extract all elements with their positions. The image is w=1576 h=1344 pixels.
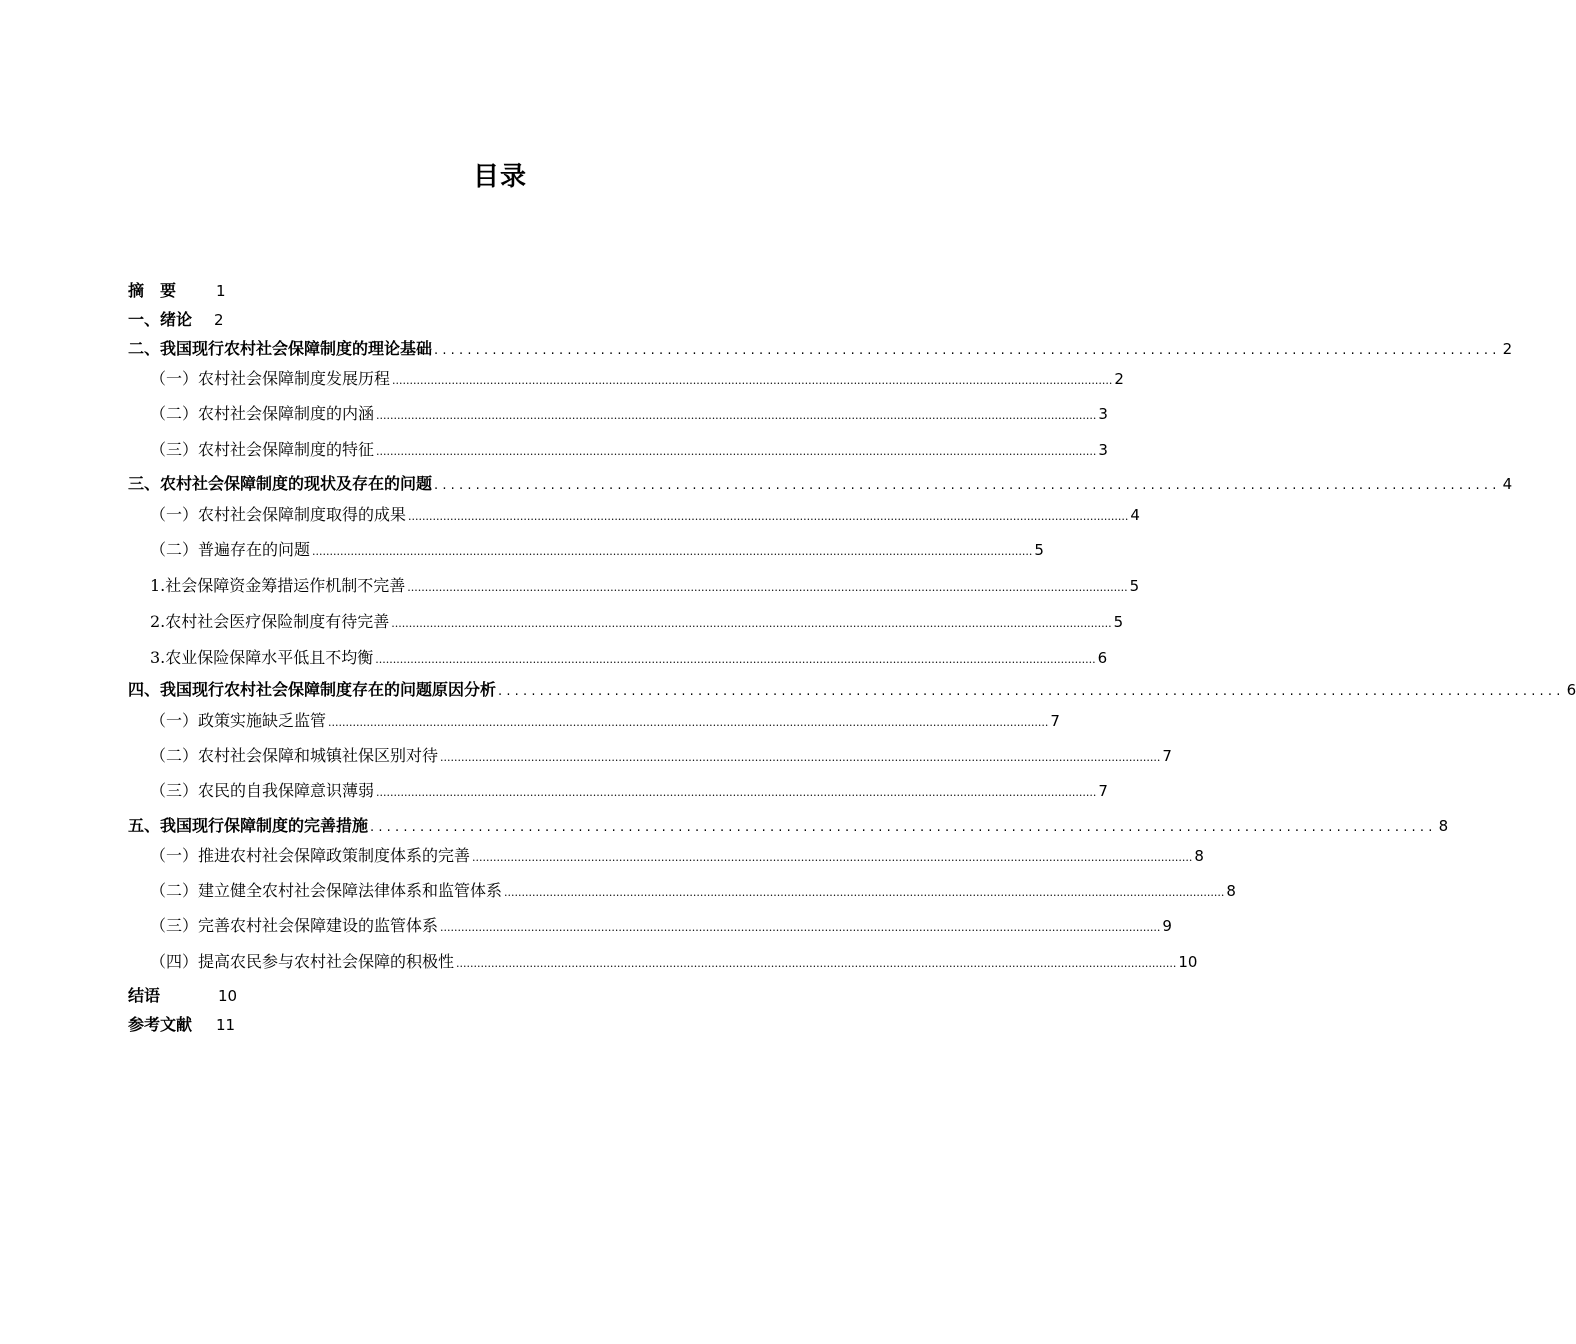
toc-entry-page: 5 — [1113, 613, 1124, 631]
toc-entry-page: 4 — [1502, 475, 1513, 493]
toc-entry-page: 10 — [218, 987, 238, 1005]
toc-entry-page: 2 — [214, 311, 224, 329]
toc-entry-page: 5 — [1129, 577, 1140, 595]
dot-leader: .............................................................................................................................................................................................................. — [391, 617, 1112, 630]
toc-entry-5-4[interactable] — [150, 949, 1198, 973]
dot-leader: ................................................................................................................................ — [370, 820, 1437, 835]
toc-entry-page: 11 — [216, 1016, 236, 1034]
toc-entry-page: 3 — [1098, 441, 1108, 459]
toc-entry-label: （二）建立健全农村社会保障法律体系和监管体系 — [150, 881, 503, 900]
toc-entry-3-2-2[interactable] — [150, 609, 1124, 633]
dot-leader: ................................................................................................................................ — [498, 684, 1565, 699]
toc-entry-page: 2 — [1502, 340, 1513, 358]
toc-entry-2-1[interactable] — [150, 366, 1124, 390]
toc-entry-chapter-4[interactable] — [128, 677, 1576, 701]
toc-entry-page: 6 — [1566, 681, 1576, 699]
toc-entry-3-2[interactable] — [150, 537, 1044, 561]
toc-entry-label: （四）提高农民参与农村社会保障的积极性 — [150, 952, 455, 971]
page-title: 目录 — [472, 162, 527, 192]
dot-leader: .............................................................................................................................................................................................................. — [407, 581, 1128, 594]
toc-entry-introduction[interactable] — [128, 307, 224, 330]
toc-entry-label: 1.社会保障资金筹措运作机制不完善 — [150, 576, 406, 595]
dot-leader: .............................................................................................................................................................................................................. — [456, 957, 1177, 970]
dot-leader: .............................................................................................................................................................................................................. — [376, 445, 1097, 458]
toc-entry-page: 3 — [1098, 405, 1108, 423]
dot-leader: .............................................................................................................................................................................................................. — [375, 653, 1096, 666]
dot-leader: .............................................................................................................................................................................................................. — [440, 921, 1161, 934]
toc-entry-conclusion[interactable] — [128, 983, 237, 1006]
toc-entry-4-2[interactable] — [150, 743, 1172, 767]
toc-entry-label: 2.农村社会医疗保险制度有待完善 — [150, 612, 390, 631]
toc-entry-page: 1 — [216, 282, 226, 300]
dot-leader: .............................................................................................................................................................................................................. — [376, 786, 1097, 799]
toc-entry-chapter-2[interactable] — [128, 336, 1513, 360]
toc-entry-label: 3.农业保险保障水平低且不均衡 — [150, 648, 374, 667]
toc-entry-page: 8 — [1226, 882, 1236, 900]
toc-entry-label: （三）农村社会保障制度的特征 — [150, 440, 375, 459]
toc-entry-label: （二）农村社会保障制度的内涵 — [150, 404, 375, 423]
toc-entry-references[interactable] — [128, 1012, 235, 1035]
toc-entry-label: 参考文献 — [128, 1015, 193, 1034]
toc-entry-2-3[interactable] — [150, 437, 1108, 461]
toc-entry-3-1[interactable] — [150, 502, 1140, 526]
dot-leader: ................................................................................................................................ — [434, 478, 1501, 493]
toc-entry-5-2[interactable] — [150, 878, 1236, 902]
toc-entry-chapter-3[interactable] — [128, 471, 1513, 495]
dot-leader: .............................................................................................................................................................................................................. — [328, 716, 1049, 729]
toc-entry-label: （二）普遍存在的问题 — [150, 540, 311, 559]
dot-leader: .............................................................................................................................................................................................................. — [440, 751, 1161, 764]
toc-entry-label: 四、我国现行农村社会保障制度存在的问题原因分析 — [128, 680, 497, 699]
toc-entry-3-2-3[interactable] — [150, 645, 1108, 669]
toc-entry-label: （三）农民的自我保障意识薄弱 — [150, 781, 375, 800]
toc-entry-label: 二、我国现行农村社会保障制度的理论基础 — [128, 339, 433, 358]
toc-entry-5-1[interactable] — [150, 843, 1204, 867]
toc-entry-label: 摘 要 — [128, 281, 177, 300]
dot-leader: .............................................................................................................................................................................................................. — [392, 374, 1113, 387]
toc-entry-page: 4 — [1130, 506, 1140, 524]
toc-entry-label: （一）政策实施缺乏监管 — [150, 711, 327, 730]
toc-entry-5-3[interactable] — [150, 913, 1172, 937]
dot-leader: .............................................................................................................................................................................................................. — [376, 409, 1097, 422]
dot-leader: .............................................................................................................................................................................................................. — [504, 886, 1225, 899]
toc-entry-label: 结语 — [128, 986, 161, 1005]
toc-entry-label: （一）农村社会保障制度发展历程 — [150, 369, 391, 388]
toc-entry-page: 2 — [1114, 370, 1124, 388]
toc-entry-label: （二）农村社会保障和城镇社保区别对待 — [150, 746, 439, 765]
toc-entry-label: （一）农村社会保障制度取得的成果 — [150, 505, 407, 524]
toc-entry-page: 7 — [1162, 747, 1172, 765]
toc-entry-page: 7 — [1050, 712, 1060, 730]
toc-entry-label: 三、农村社会保障制度的现状及存在的问题 — [128, 474, 433, 493]
toc-entry-4-1[interactable] — [150, 708, 1060, 732]
toc-entry-page: 10 — [1178, 953, 1198, 971]
toc-entry-4-3[interactable] — [150, 778, 1108, 802]
toc-entry-abstract[interactable] — [128, 278, 226, 301]
toc-entry-2-2[interactable] — [150, 401, 1108, 425]
toc-entry-label: 一、绪论 — [128, 310, 193, 329]
dot-leader: .............................................................................................................................................................................................................. — [312, 545, 1033, 558]
dot-leader: .............................................................................................................................................................................................................. — [408, 510, 1129, 523]
toc-entry-3-2-1[interactable] — [150, 573, 1140, 597]
toc-entry-page: 5 — [1034, 541, 1044, 559]
toc-entry-page: 7 — [1098, 782, 1108, 800]
toc-entry-page: 9 — [1162, 917, 1172, 935]
toc-entry-page: 6 — [1097, 649, 1108, 667]
dot-leader: ................................................................................................................................ — [434, 343, 1501, 358]
toc-entry-label: （三）完善农村社会保障建设的监管体系 — [150, 916, 439, 935]
toc-entry-page: 8 — [1438, 817, 1449, 835]
toc-entry-chapter-5[interactable] — [128, 813, 1449, 837]
toc-entry-label: （一）推进农村社会保障政策制度体系的完善 — [150, 846, 471, 865]
dot-leader: .............................................................................................................................................................................................................. — [472, 851, 1193, 864]
toc-entry-page: 8 — [1194, 847, 1204, 865]
toc-entry-label: 五、我国现行保障制度的完善措施 — [128, 816, 369, 835]
